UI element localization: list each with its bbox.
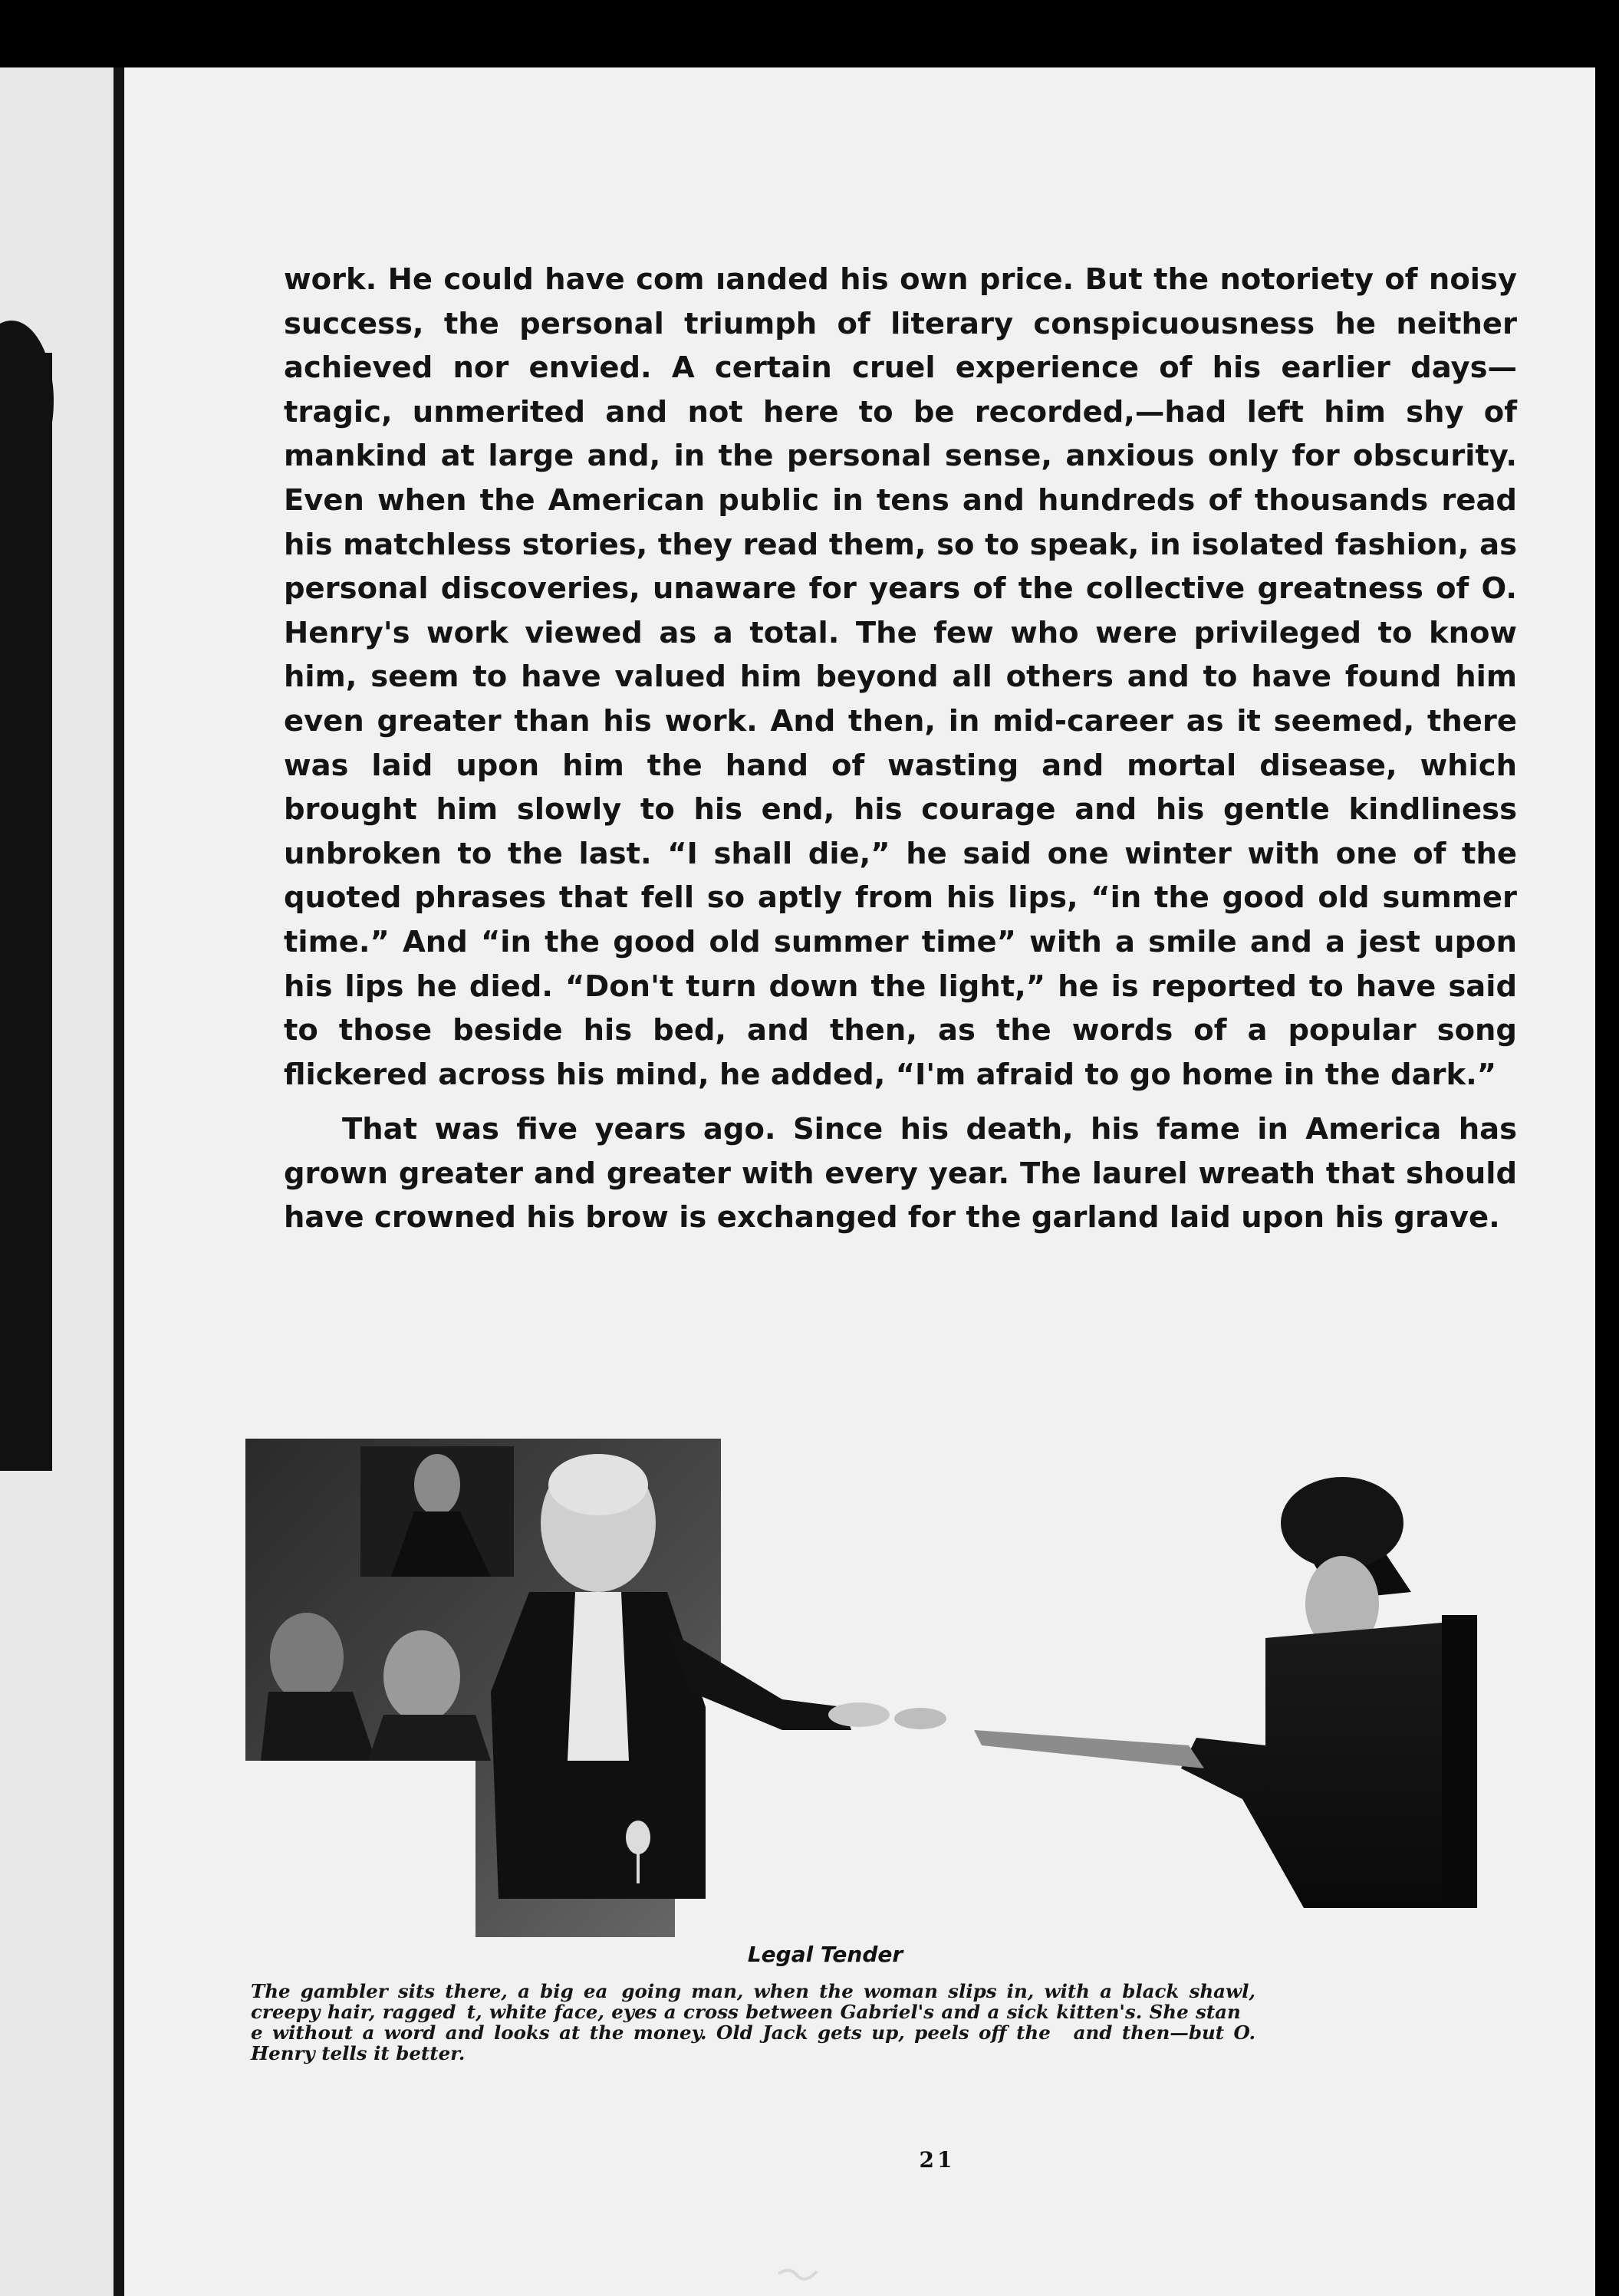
scan-bottom-mark xyxy=(775,2262,821,2285)
paragraph-2: That was five years ago. Since his death, his fame in America has grown greater and greater with every year. The laurel wreath that should have crowned his brow is exchanged for the garland laid upon his grave. xyxy=(284,1112,1517,1235)
book-page xyxy=(124,67,1595,2296)
page-number: 21 xyxy=(919,2147,956,2173)
paragraph-1: work. He could have com ıanded his own price. But the notoriety of noisy success, the personal triumph of literary conspicuousness he neither achieved nor envied. A certain cruel experience of his earlier days—tragic, unmerited and not here to be recorded,—had left him shy of mankind at large and, in the personal sense, anxious only for obscurity. Even when the American public in tens and hundreds of thousands read his matchless stories, they read them, so to speak, in isolated fashion, as personal discoveries, unaware for years of the collective greatness of O. Henry's work viewed as a total. The few who were privileged to know him, seem to have valued him beyond all others and to have found him even greater than his work. And then, in mid-career as it seemed, there was laid upon him the hand of wasting and mortal disease, which brought him slowly to his end, his courage and his gentle kindliness unbroken to the last. “I shall die,” he said one winter with one of the quoted phrases that fell so aptly from his lips, “in the good old summer time.” And “in the good old summer time” with a smile and a jest upon his lips he died. “Don't turn down the light,” he is reported to have said to those beside his bed, and then, as the words of a popular song flickered across his mind, he added, “I'm afraid to go home in the dark.” xyxy=(284,262,1517,1092)
illustration-title: Legal Tender xyxy=(747,1942,903,1967)
facing-page-edge xyxy=(0,67,114,2296)
illustration-caption: The gambler sits there, a big ea going man, when the woman slips in, with a black shawl, creepy hair, ragged t, white face, eyes a cross between Gabriel's and a sick kitten's. She stan e without a word and looks at the money. Old Jack gets up, peels off the and then—but O. Henry tells it better. xyxy=(251,1980,1255,2064)
facing-page-dark-image xyxy=(0,353,52,1471)
body-text xyxy=(284,258,1517,1240)
book-gutter xyxy=(114,67,124,2296)
scan-right-edge xyxy=(1595,54,1619,2296)
